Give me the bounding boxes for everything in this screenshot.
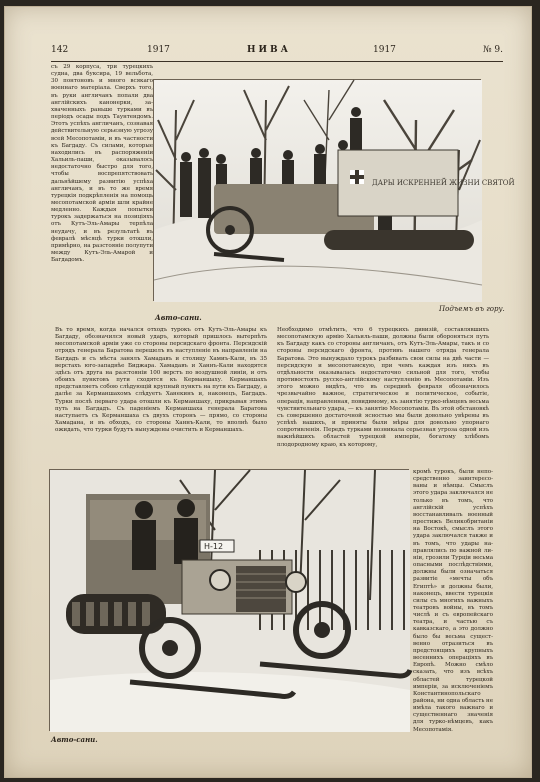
magazine-page (4, 6, 532, 778)
caption-top-right: Подъемъ въ гору. (439, 305, 505, 313)
issue-number: № 9. (483, 45, 503, 55)
photo-auto-sledge-uphill (153, 79, 515, 301)
caption-bottom-left: Авто-сани. (51, 735, 98, 744)
page-number: 142 (51, 45, 69, 55)
vehicle-side-inscription: ДАРЫ ИСКРЕННЕЙ ЖИЗНИ СВЯТОЙ (372, 179, 515, 187)
running-header (51, 45, 503, 59)
header-year-right: 1917 (373, 45, 396, 55)
text-column-right-bottom: кромѣ турокъ, были непосредственно заинтересованы и нѣмцы. Смыслъ этого удара заключался не только въ томъ, что англійскій успѣхъ восстанавливалъ военный престижъ Великобританіи на Востокѣ, смыслъ этого удара заключался также и въ томъ, что удары направлялись по важной линіи, грозили Турціи весьма опасными послѣдствіями, должны были означаться развитіе «мечты объ Египтѣ» и должны были, наконецъ, ввести турецкія силы съ многихъ важныхъ театровъ войны, въ томъ числѣ и съ европейскаго театра, и частью съ кавказскаго, а это должно было бы весьма существенно отразиться въ предстоящихъ крупныхъ весеннихъ операціяхъ въ Европѣ. Можно смѣло сказать, что изъ всѣхъ областей турецкой имперіи, за исключеніемъ Константинопольскаго района, ни одна область не имѣла такого важнаго и существеннаго значенія для турко-нѣмцевъ, какъ Месопотамія. (413, 469, 493, 733)
caption-top-left: Авто-сани. (155, 313, 202, 322)
photo-auto-sledge-closeup (49, 469, 409, 731)
text-column-middle-right: Необходимо отмѣтить, что 6 турецкихъ дивизій, составлявшихъ месопотамскую армію Хальиль-паши, должны были обороняться путь къ Багдаду какъ со стороны англичанъ, отъ Кутъ-Эль-Амары, такъ и со стороны персидскаго фронта, противъ нашего отряда генерала Баратова. Это вынуждало турокъ разбивать свои силы на двѣ части — персидскую и месопотамскую, при чемъ каждая изъ нихъ въ отдѣльности оказывалась недостаточно сильной для того, чтобы противостоять русско-англійскому наступленію въ Месопотаміи. Изъ этого можно видѣть, что въ серединѣ февраля обозначилось чрезвычайно важное, стратегическое и политическое, событіе, операція, направленная, повидимому, къ занятію турко-нѣмцевъ весьма чувствительнаго удара, — къ занятію Месопотаміи. Въ этой обстановкѣ съ совершенно достаточной ясностью мы были довольно увѣрены въ успѣхѣ нашихъ, и приняты были мѣры для довольно упорнаго сопротивленія. Передъ турками возникала серьезная угроза одной изъ важнѣйшихъ областей турецкой имперіи, богатому хлѣбомъ плодородному краю, къ которому, (277, 327, 490, 448)
license-plate: H-12 (204, 542, 224, 551)
header-year-left: 1917 (147, 45, 170, 55)
text-column-narrow-top: съ 29 корпуса, три турецкихъ судна, два буксира, 19 вельбота, 30 понтоновъ и много всякаго военнаго матеріала. Сверхъ того, въ руки англичанъ попали два англійскихъ канонерки, захваченныхъ раньше турками въ періодъ осады подъ Таунтендомъ. Этотъ успѣхъ англичанъ, сознавая действительную серьезную угрозу всей Месопотаміи, и въ частности къ Багдаду. Съ силами, которые находились въ распоряженіи Хальиль-паши, оказывалось недостаточно быстро для того, чтобы воспрепятствовать дальнѣйшему развитію успѣха англичанъ, и въ то же время турецкія подкрѣпленія на помощь месопотамской арміи шли крайне медленно. Каждыя попытки турокъ задержаться на позиціяхъ отъ Кутъ-Эль-Амары терпѣла неудачу, и въ результатѣ въ февралѣ мѣсяцѣ турки отошли, примѣрно, на разстояніе полупути между Кутъ-Эль-Амарой и Багдадомъ. (51, 64, 153, 264)
magazine-title: НИВА (247, 45, 291, 55)
header-rule (51, 61, 503, 62)
text-column-middle-left: Въ то время, когда начался отходъ турокъ отъ Кутъ-Эль-Амары къ Багдаду, обозначился новый ударъ, который пришлось вытерпѣть месопотамской арміи уже со стороны персидскаго фронта. Персидскій отрядъ генерала Баратова перешелъ въ наступленіе въ направленіи на Багдадъ и съ мѣста занялъ Хамадавъ и столицу Хамиъ-Кали, въ 35 верстахъ юго-западнѣе Биджара. Хамадавъ и Ханнъ-Кали находятся здѣсь отъ друга на разстояніи 100 верстъ по воздушной линіи, и отъ обоихъ пунктовъ пути сходятся къ Керманшаху. Керманшахъ представляетъ собою слѣдующій крупный пунктъ на пути къ Багдаду, а далѣе за Керманшахомъ слѣдуетъ Ханекинъ и, наконецъ, Багдадъ. Турки послѣ перваго удара отошли къ Керманшаху, прикрывая этимъ путь на Багдадъ. Съ паденіемъ Керманшаха генерала Баратова наступаетъ съ Керманшаха съ двухъ сторонъ — прямо, со стороны Хамадана, и въ обходъ, со стороны Ханнъ-Кали, то вполнѣ было ожидать, что турки будутъ вынуждены очистить и Керманшахъ. (55, 327, 267, 434)
